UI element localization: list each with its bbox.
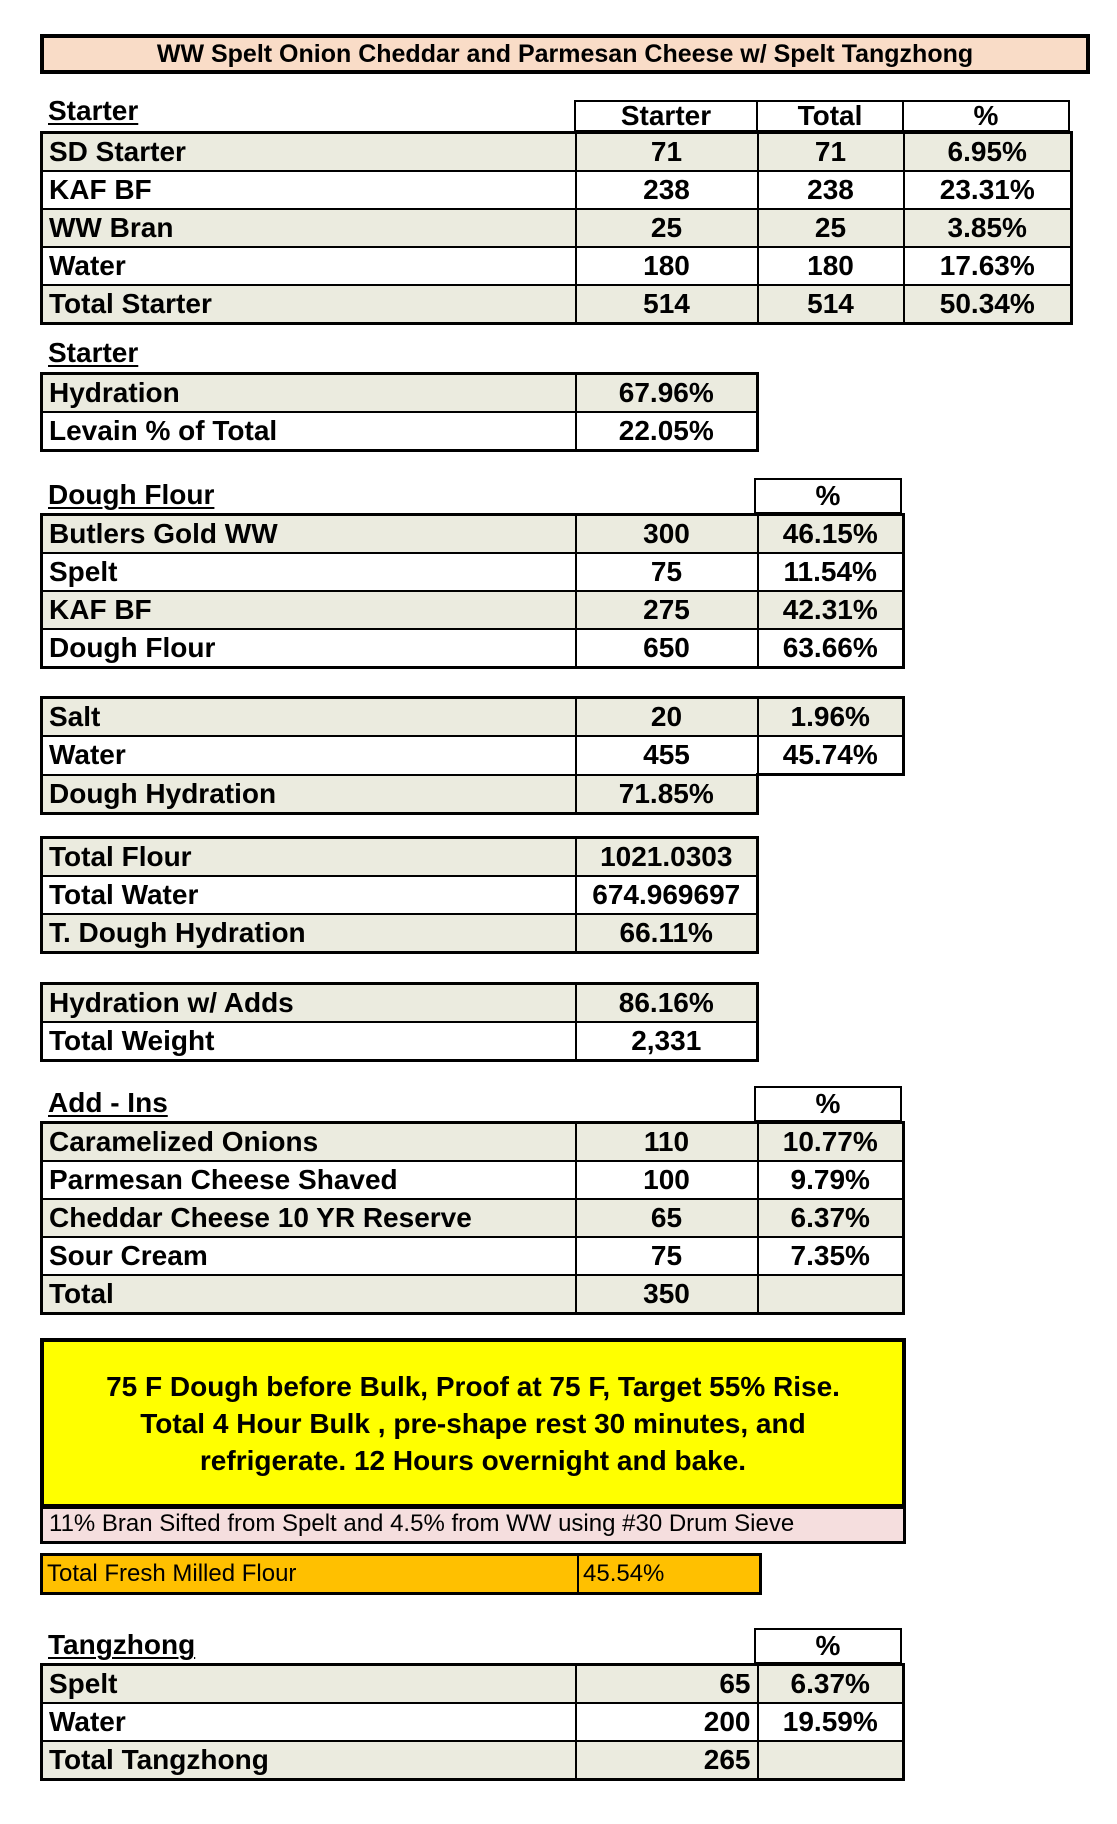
table-row: Total Water 674.969697 <box>42 876 758 914</box>
starter-stats-heading: Starter <box>48 337 139 368</box>
table-row: WW Bran 25 25 3.85% <box>42 209 1072 247</box>
table-row: Butlers Gold WW 300 46.15% <box>42 515 904 554</box>
bran-sieve-note: 11% Bran Sifted from Spelt and 4.5% from WW using #30 Drum Sieve <box>40 1508 906 1544</box>
table-row: Dough Flour 650 63.66% <box>42 629 904 668</box>
table-row: Cheddar Cheese 10 YR Reserve 65 6.37% <box>42 1199 904 1237</box>
tangzhong-col-pct: % <box>754 1628 902 1664</box>
fresh-milled-row <box>40 1553 762 1595</box>
tangzhong-heading: Tangzhong <box>48 1629 196 1660</box>
table-row: KAF BF 275 42.31% <box>42 591 904 629</box>
starter-stats-table <box>40 372 759 452</box>
table-row: KAF BF 238 238 23.31% <box>42 171 1072 209</box>
table-row: Spelt 65 6.37% <box>42 1665 904 1704</box>
hydration-adds-table <box>40 982 759 1062</box>
totals-table <box>40 836 759 954</box>
dough-flour-col-pct: % <box>754 478 902 514</box>
starter-col-total: Total <box>756 100 904 132</box>
table-row: Hydration 67.96% <box>42 374 758 413</box>
add-ins-table <box>40 1121 905 1315</box>
bulk-proof-note: 75 F Dough before Bulk, Proof at 75 F, Target 55% Rise. Total 4 Hour Bulk , pre-shape rest 30 minutes, and refrigerate. 12 Hours overnight and bake. <box>40 1338 906 1508</box>
table-row: SD Starter 71 71 6.95% <box>42 133 1072 172</box>
table-row: Total 350 <box>42 1275 904 1314</box>
tangzhong-table <box>40 1663 905 1781</box>
add-ins-heading: Add - Ins <box>48 1087 168 1118</box>
table-row: Parmesan Cheese Shaved 100 9.79% <box>42 1161 904 1199</box>
starter-col-starter: Starter <box>574 100 758 132</box>
starter-table <box>40 131 1073 325</box>
table-row: Total Starter 514 514 50.34% <box>42 285 1072 324</box>
table-row: Water 180 180 17.63% <box>42 247 1072 285</box>
dough-flour-heading: Dough Flour <box>48 479 215 510</box>
table-row: Total Weight 2,331 <box>42 1022 758 1061</box>
fresh-milled-value: 45.54% <box>577 1556 664 1592</box>
table-row: Total Flour 1021.0303 <box>42 838 758 877</box>
table-row: T. Dough Hydration 66.11% <box>42 914 758 953</box>
salt-water-table <box>40 696 905 815</box>
starter-col-pct: % <box>902 100 1070 132</box>
table-row: Caramelized Onions 110 10.77% <box>42 1123 904 1162</box>
table-row: Water 200 19.59% <box>42 1703 904 1741</box>
table-row: Total Tangzhong 265 <box>42 1741 904 1780</box>
table-row: Levain % of Total 22.05% <box>42 412 758 451</box>
table-row: Dough Hydration 71.85% <box>42 775 904 814</box>
dough-flour-table <box>40 513 905 669</box>
table-row: Spelt 75 11.54% <box>42 553 904 591</box>
table-row: Water 455 45.74% <box>42 736 904 775</box>
document-title: WW Spelt Onion Cheddar and Parmesan Cheese w/ Spelt Tangzhong <box>40 34 1090 74</box>
fresh-milled-label: Total Fresh Milled Flour <box>47 1560 297 1587</box>
starter-heading: Starter <box>48 95 139 126</box>
table-row: Hydration w/ Adds 86.16% <box>42 984 758 1023</box>
table-row: Salt 20 1.96% <box>42 698 904 737</box>
table-row: Sour Cream 75 7.35% <box>42 1237 904 1275</box>
add-ins-col-pct: % <box>754 1086 902 1122</box>
